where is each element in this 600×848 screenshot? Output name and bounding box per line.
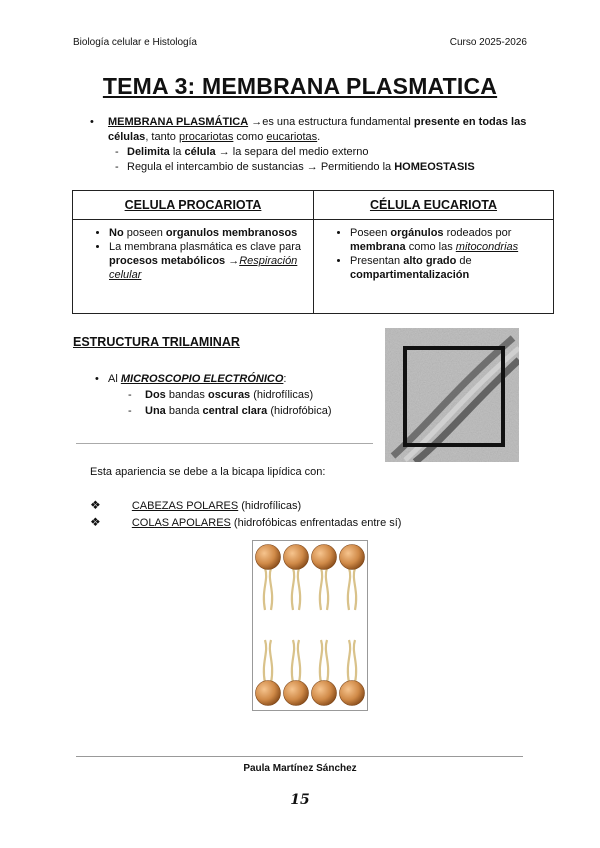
lipid-head: [312, 545, 337, 570]
list-item: ❖ CABEZAS POLARES (hidrofílicas): [90, 498, 302, 512]
sub-item-delimit: - Delimita la célula → la separa del medio externo: [115, 146, 369, 158]
bullet-icon: •: [90, 116, 94, 128]
bullet-icon: •: [95, 373, 99, 385]
list-item: ❖ COLAS APOLARES (hidrofóbicas enfrentadas entre sí): [90, 515, 402, 529]
diamond-bullet-icon: ❖: [90, 515, 101, 529]
apolar-tails-link: COLAS APOLARES: [131, 517, 231, 529]
page-title: TEMA 3: MEMBRANA PLASMATICA: [102, 73, 498, 99]
header-prokaryote: CELULA PROCARIOTA: [73, 191, 314, 220]
lipid-head: [340, 681, 365, 706]
sub-item-dark-bands: - Dos bandas oscuras (hidrofílicas): [128, 389, 314, 401]
arrow-icon: →: [218, 146, 230, 158]
polar-heads-link: CABEZAS POLARES: [131, 500, 239, 512]
prokaryote-link: procariotas: [178, 131, 234, 143]
header-course-year: Curso 2025-2026: [449, 37, 527, 48]
arrow-icon: →: [306, 161, 318, 173]
list-item: • La membrana plasmática es clave para procesos metabólicos →Respiración celular: [109, 240, 303, 282]
lipid-bilayer-diagram: [252, 540, 368, 711]
sub-item-light-band: - Una banda central clara (hidrofóbica): [128, 405, 332, 417]
footer-divider: [76, 756, 523, 757]
diamond-bullet-icon: ❖: [90, 498, 101, 512]
header-course-subject: Biología celular e Histología: [73, 37, 197, 48]
respiration-link: Respiración celular: [109, 255, 298, 281]
comparison-table: [72, 190, 554, 314]
lipid-list: [90, 497, 401, 531]
header-eukaryote: CÉLULA EUCARIOTA: [314, 191, 554, 220]
microscope-section: • Al MICROSCOPIO ELECTRÓNICO: - Dos bandas oscuras (hidrofílicas) - Una banda central clara (hidrofóbica): [95, 371, 395, 419]
intro-section: [90, 115, 530, 175]
lipid-head: [312, 681, 337, 706]
list-item: • Poseen orgánulos rodeados por membrana como las mitocondrias: [350, 226, 543, 254]
cell-eukaryote: [314, 220, 554, 314]
bilayer-intro-text: Esta apariencia se debe a la bicapa lipídica con:: [90, 466, 326, 478]
arrow-icon: →: [251, 116, 263, 128]
membrane-term: MEMBRANA PLASMÁTICA: [108, 116, 249, 128]
list-item: • No poseen organulos membranosos: [109, 226, 303, 240]
cell-prokaryote: [73, 220, 314, 314]
trilaminar-heading: ESTRUCTURA TRILAMINAR: [73, 335, 240, 349]
author-name: Paula Martínez Sánchez: [243, 763, 357, 774]
intro-paragraph: MEMBRANA PLASMÁTICA →es una estructura fundamental presente en todas las células, tanto procariotas como eucariotas.: [108, 116, 527, 143]
lipid-head: [256, 681, 281, 706]
electron-micrograph-image: [385, 328, 519, 462]
sub-item-regulate: - Regula el intercambio de sustancias → Permitiendo la HOMEOSTASIS: [115, 161, 475, 173]
microscope-term: MICROSCOPIO ELECTRÓNICO: [120, 373, 284, 385]
lipid-head: [340, 545, 365, 570]
lipid-head: [284, 545, 309, 570]
lipid-head: [284, 681, 309, 706]
page-number: 15: [290, 792, 310, 808]
lipid-head: [256, 545, 281, 570]
eukaryote-link: eucariotas: [266, 131, 318, 143]
section-divider: [76, 443, 373, 444]
list-item: • Presentan alto grado de compartimentalización: [350, 254, 543, 282]
mitochondria-link: mitocondrias: [455, 241, 519, 253]
